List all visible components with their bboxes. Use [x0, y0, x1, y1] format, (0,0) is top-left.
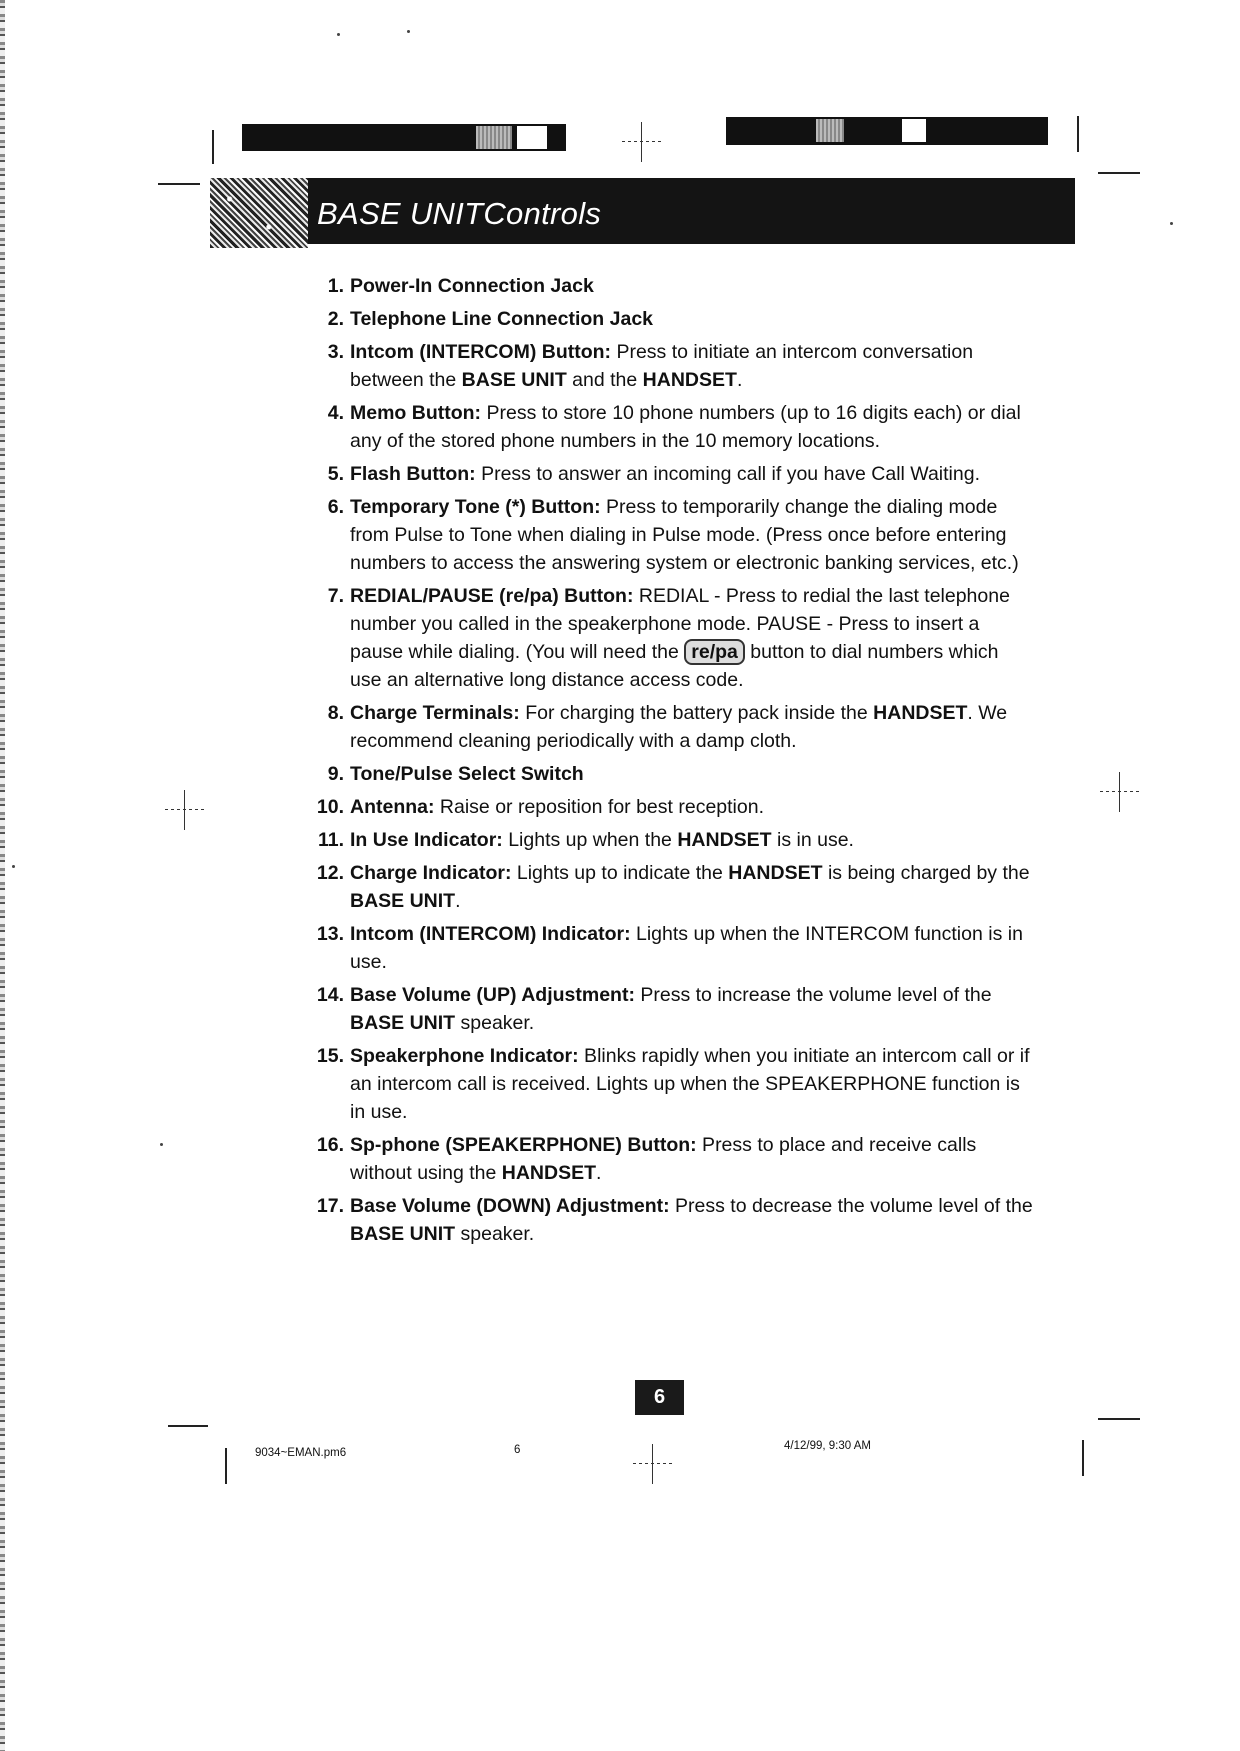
speck: [160, 1143, 163, 1146]
speck: [12, 865, 15, 868]
re-pa-key-icon: re/pa: [684, 639, 745, 665]
crop-mark: [1098, 1418, 1140, 1420]
item-label: Antenna:: [350, 796, 435, 818]
item-label: Temporary Tone (*) Button:: [350, 496, 601, 518]
crop-mark: [212, 130, 214, 164]
registration-crosshair: [622, 122, 662, 162]
header-decorative-pattern: [210, 178, 308, 248]
list-item: 9. Tone/Pulse Select Switch: [327, 763, 584, 785]
footer-filename: 9034~EMAN.pm6: [255, 1447, 347, 1459]
crop-mark: [158, 183, 200, 185]
list-item: 10. Antenna: Raise or reposition for best reception.: [316, 796, 765, 818]
registration-crosshair: [165, 790, 205, 830]
list-item: 16. Sp-phone (SPEAKERPHONE) Button: Press to place and receive calls without using the HANDSET.: [316, 1134, 977, 1184]
list-item: 17. Base Volume (DOWN) Adjustment: Press to decrease the volume level of the BASE UNIT speaker.: [316, 1195, 1033, 1245]
speck: [337, 33, 340, 36]
list-item: 7. REDIAL/PAUSE (re/pa) Button: REDIAL - Press to redial the last telephone number you called in the speakerphone mode. PAUSE - Press to insert a pause while dialing. (You will need the re/pa button to dial numbers which use an alternative long distance access code.: [327, 585, 1010, 691]
item-label: REDIAL/PAUSE (re/pa) Button:: [350, 585, 634, 607]
controls-list: [304, 272, 1034, 1253]
list-item: 5. Flash Button: Press to answer an incoming call if you have Call Waiting.: [327, 463, 980, 485]
list-item: 2. Telephone Line Connection Jack: [327, 308, 654, 330]
footer-timestamp: 4/12/99, 9:30 AM: [784, 1440, 871, 1452]
crop-mark: [1098, 172, 1140, 174]
crop-mark: [225, 1448, 227, 1484]
item-label: Base Volume (DOWN) Adjustment:: [350, 1195, 670, 1217]
crop-mark: [1082, 1440, 1084, 1476]
list-item: 14. Base Volume (UP) Adjustment: Press to increase the volume level of the BASE UNIT speaker.: [316, 984, 992, 1034]
crop-mark: [168, 1425, 208, 1427]
registration-crosshair: [1100, 772, 1140, 812]
registration-crosshair: [633, 1444, 673, 1484]
item-label: Charge Indicator:: [350, 862, 512, 884]
list-item: 8. Charge Terminals: For charging the battery pack inside the HANDSET. We recommend cleaning periodically with a damp cloth.: [327, 702, 1008, 752]
item-label: Base Volume (UP) Adjustment:: [350, 984, 635, 1006]
item-label: Intcom (INTERCOM) Button:: [350, 341, 612, 363]
list-item: 13. Intcom (INTERCOM) Indicator: Lights up when the INTERCOM function is in use.: [316, 923, 1023, 973]
item-label: Tone/Pulse Select Switch: [350, 763, 584, 785]
list-item: 4. Memo Button: Press to store 10 phone numbers (up to 16 digits each) or dial any of the stored phone numbers in the 10 memory locations.: [327, 402, 1021, 452]
item-label: Telephone Line Connection Jack: [350, 308, 654, 330]
item-label: Power-In Connection Jack: [350, 275, 594, 297]
list-item: 12. Charge Indicator: Lights up to indicate the HANDSET is being charged by the BASE UNIT.: [316, 862, 1030, 912]
item-label: Flash Button:: [350, 463, 476, 485]
list-item: 6. Temporary Tone (*) Button: Press to temporarily change the dialing mode from Pulse to Tone when dialing in Pulse mode. (Press once before entering numbers to access the answering system or electronic banking services, etc.): [327, 496, 1019, 574]
item-label: Speakerphone Indicator:: [350, 1045, 579, 1067]
registration-bar-right: [726, 117, 1048, 145]
item-label: Charge Terminals:: [350, 702, 520, 724]
item-label: In Use Indicator:: [350, 829, 503, 851]
speck: [407, 30, 410, 33]
list-item: 11. In Use Indicator: Lights up when the HANDSET is in use.: [317, 829, 854, 851]
speck: [1170, 222, 1173, 225]
list-item: 1. Power-In Connection Jack: [327, 275, 594, 297]
footer-page: 6: [514, 1444, 521, 1456]
crop-mark: [1077, 116, 1079, 152]
scan-edge: [0, 0, 5, 1751]
item-label: Memo Button:: [350, 402, 482, 424]
registration-bar-left: [242, 124, 566, 151]
list-item: 3. Intcom (INTERCOM) Button: Press to initiate an intercom conversation between the BASE UNIT and the HANDSET.: [327, 341, 974, 391]
page-number-badge: 6: [635, 1380, 684, 1415]
list-item: 15. Speakerphone Indicator: Blinks rapidly when you initiate an intercom call or if an intercom call is received. Lights up when the SPEAKERPHONE function is in use.: [316, 1045, 1030, 1123]
item-label: Sp-phone (SPEAKERPHONE) Button:: [350, 1134, 697, 1156]
section-title: BASE UNITControls: [317, 196, 602, 231]
item-label: Intcom (INTERCOM) Indicator:: [350, 923, 631, 945]
